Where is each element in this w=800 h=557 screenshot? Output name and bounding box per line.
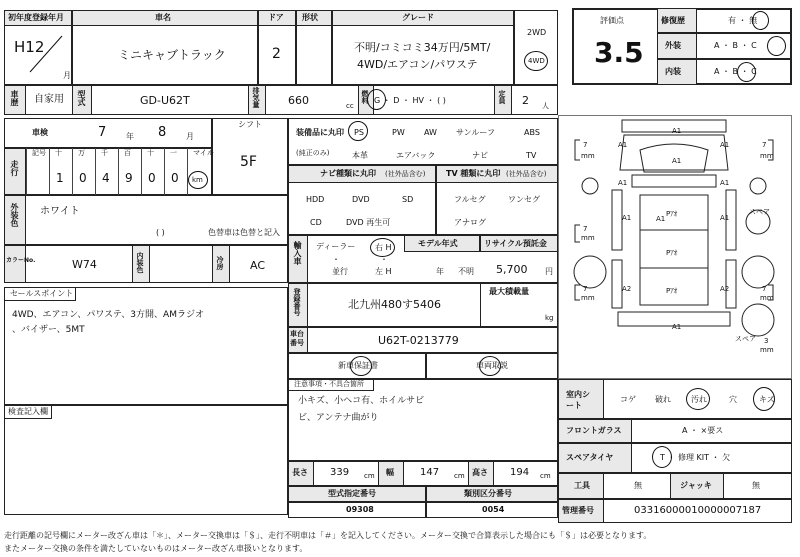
- length-value: 339: [330, 467, 350, 478]
- displacement-unit: cc: [346, 102, 354, 110]
- first-reg-value: H12: [14, 38, 45, 56]
- equipment-label: 装備品に丸印: [296, 128, 344, 137]
- mileage-digit-0: 1: [56, 171, 64, 185]
- new-warranty: 新車保証書: [338, 361, 378, 370]
- mileage-header-1: 十: [55, 149, 62, 157]
- right-rear-side: [726, 260, 736, 308]
- usage-label: 車歴: [10, 90, 19, 106]
- navi-dvd-play: DVD 再生可: [346, 218, 391, 227]
- selling-line1: 4WD、エアコン、パワステ、3方開、AMラジオ: [12, 310, 204, 320]
- model-year-label: モデル年式: [418, 239, 458, 248]
- recycle-label: リサイクル預託金: [484, 239, 547, 248]
- windshield-options: A ・ ×要ス: [682, 426, 724, 435]
- footer-line2: またメーター交換の条件を満たしていないものはメーター改ざん車扱いとなります。: [4, 544, 308, 553]
- door-value: 2: [272, 46, 281, 62]
- equip-aw: AW: [424, 128, 437, 137]
- model-year-unknown: 不明: [458, 267, 474, 276]
- bracket-shape-tl: [575, 140, 580, 160]
- navi-dvd: DVD: [352, 195, 370, 204]
- model-value: GD-U62T: [140, 94, 190, 107]
- tools-label: 工具: [574, 481, 590, 490]
- length-label: 長さ: [292, 468, 308, 477]
- recycle-unit: 円: [545, 267, 553, 276]
- damage-mark-14: Pｱｵ: [666, 287, 678, 295]
- reg-label: 登録番号: [293, 288, 301, 316]
- recycle-value: 5,700: [496, 263, 528, 276]
- windshield-label: フロントガラス: [566, 426, 622, 435]
- bracket-mid-left-mm: mm: [581, 234, 595, 242]
- damage-mark-5: A1: [720, 179, 730, 187]
- mileage-header-5: 十: [147, 149, 154, 157]
- bracket-shape-ml: [575, 225, 580, 242]
- damage-mark-8: A2: [622, 285, 632, 293]
- score-value: 3.5: [594, 36, 644, 69]
- navi-sub: (社外品含む): [385, 170, 426, 178]
- interior-options: A ・ B ・ C: [714, 67, 757, 76]
- exterior-label: 外装: [665, 41, 681, 50]
- bracket-bot-right-mm: mm: [760, 294, 774, 302]
- cab-roof-shape: [632, 175, 716, 187]
- drive-4wd: 4WD: [528, 57, 545, 65]
- first-reg-month-unit: 月: [63, 71, 71, 80]
- seat-tear: 破れ: [655, 395, 671, 404]
- mileage-digit-5: 0: [171, 171, 179, 185]
- damage-mark-7: A1: [720, 214, 730, 222]
- equip-sunroof: サンルーフ: [456, 128, 495, 137]
- damage-mark-12: Pｱｵ: [666, 210, 678, 218]
- model-label: 型式: [77, 90, 86, 106]
- bracket-bot-left: 7: [583, 285, 588, 293]
- bracket-bot-left-mm: mm: [581, 294, 595, 302]
- mileage-digit-2: 4: [102, 171, 110, 185]
- interior-seat-label: 室内シート: [566, 390, 590, 410]
- equip-leather: 本革: [352, 151, 368, 160]
- bracket-top-left: 7: [583, 141, 588, 149]
- bracket-bot-right: 7: [762, 285, 767, 293]
- damage-mark-3: A1: [672, 157, 682, 165]
- shift-label: シフト: [238, 120, 262, 129]
- equip-pw: PW: [392, 128, 405, 137]
- seat-hole: 穴: [729, 395, 737, 404]
- tv-fullseg: フルセグ: [454, 195, 486, 204]
- color-note: 色替車は色替と記入: [208, 228, 280, 237]
- damage-mark-11: A1: [656, 215, 666, 223]
- color-note-paren: ( ): [156, 228, 165, 237]
- capacity-unit: 人: [542, 102, 549, 110]
- footer-line1: 走行距離の記号欄にメーター改ざん車は「＊」、メーター交換車は「＄」、走行不明車は「＃」を記入してください。メーター交換で合算表示した場合にも「＄」は必要となります。: [4, 531, 652, 540]
- interior-label: 内装: [665, 67, 681, 76]
- interior-color-label: 内装色: [136, 252, 144, 273]
- spare-options: T ・ 修理 KIT ・ 欠: [660, 453, 731, 462]
- height-label: 高さ: [472, 468, 488, 477]
- damage-mark-1: A1: [618, 141, 628, 149]
- tv-analog: アナログ: [454, 218, 486, 227]
- mileage-header-6: 一: [170, 149, 177, 157]
- import-label: 輸入車: [293, 241, 302, 265]
- colorcode-label: カラーNo.: [6, 257, 36, 264]
- door-label: ドア: [268, 13, 284, 22]
- left-side-shape: [612, 190, 622, 250]
- car-name-value: ミニキャブトラック: [118, 48, 226, 62]
- manual: 車両取説: [476, 361, 508, 370]
- mirror-right: [750, 178, 766, 194]
- mileage-digit-1: 0: [79, 171, 87, 185]
- import-right-h: 右 H: [375, 243, 392, 252]
- chassis-label: 車台番号: [290, 330, 304, 347]
- notes-label: 注意事項・不具合箇所: [294, 380, 364, 388]
- damage-mark-2: A1: [720, 141, 730, 149]
- jack-value: 無: [752, 481, 760, 490]
- bracket-spare-bottom-mm: mm: [760, 346, 774, 354]
- mileage-digit-4: 0: [148, 171, 156, 185]
- import-parallel: 並行: [332, 267, 348, 276]
- seat-scratch: キズ: [759, 395, 775, 404]
- type-no-value: 09308: [346, 505, 374, 514]
- navi-sd: SD: [402, 195, 414, 204]
- exterior-options: A ・ B ・ C: [714, 41, 757, 50]
- reg-value: 北九州480す5406: [348, 298, 441, 311]
- tv-oneseg: ワンセグ: [508, 195, 540, 204]
- navi-label: ナビ種類に丸印: [320, 169, 376, 178]
- max-load-label: 最大積載量: [489, 287, 529, 296]
- km-label: km: [192, 176, 203, 184]
- chassis-value: U62T-0213779: [378, 334, 459, 347]
- spare-label-top: スペア: [749, 208, 770, 216]
- navi-cd: CD: [310, 218, 322, 227]
- front-right-wheel: [742, 256, 774, 288]
- mileage-label: 走行: [10, 160, 19, 176]
- control-label: 管理番号: [562, 506, 594, 515]
- displacement-value: 660: [288, 94, 309, 107]
- usage-value: 自家用: [34, 94, 64, 105]
- mileage-header-3: 千: [101, 149, 108, 157]
- model-year-unit: 年: [436, 267, 444, 276]
- shape-label: 形状: [302, 13, 318, 22]
- tv-sub: (社外品含む): [506, 170, 547, 178]
- equip-airbag: エアバック: [396, 151, 436, 160]
- selling-label: セールスポイント: [10, 289, 74, 298]
- height-unit: cm: [540, 472, 551, 480]
- equip-abs: ABS: [524, 128, 540, 137]
- shift-value: 5F: [240, 154, 257, 170]
- ac-value: AC: [250, 259, 266, 272]
- drive-2wd: 2WD: [527, 28, 547, 37]
- type-no-label: 型式指定番号: [328, 489, 376, 498]
- bracket-top-right: 7: [762, 141, 767, 149]
- score-label: 評価点: [600, 16, 624, 25]
- selling-line2: 、バイザー、5MT: [12, 325, 85, 335]
- class-no-value: 0054: [482, 505, 505, 514]
- bracket-mid-left: 7: [583, 225, 588, 233]
- first-reg-label: 初年度登録年月: [8, 13, 64, 22]
- mileage-header-2: 万: [78, 149, 85, 157]
- damage-mark-9: A2: [720, 285, 730, 293]
- jack-label: ジャッキ: [680, 481, 712, 490]
- equip-tv: TV: [526, 151, 537, 160]
- max-load-unit: kg: [545, 314, 554, 322]
- control-value: 03316000010000007187: [634, 505, 762, 516]
- damage-mark-4: A1: [618, 179, 628, 187]
- left-rear-side: [612, 260, 622, 308]
- tools-value: 無: [634, 481, 642, 490]
- fuel-options: G ・ D ・ HV ・ ( ): [374, 96, 446, 105]
- bracket-spare-bottom: 3: [764, 337, 769, 345]
- seat-dirt: 汚れ: [691, 395, 707, 404]
- spare-label: スペアタイヤ: [566, 453, 614, 462]
- notes-line1: 小キズ、小ヘコ有、ホイルサビ: [298, 396, 425, 406]
- mileage-digit-3: 9: [125, 171, 133, 185]
- grade-line1: 不明/コミコミ34万円/5MT/: [354, 41, 491, 54]
- navi-hdd: HDD: [306, 195, 325, 204]
- inspection-month: 8: [158, 125, 167, 140]
- displacement-label: 排気量: [252, 87, 260, 108]
- mileage-header-0: 記号: [32, 149, 46, 157]
- import-dot2: ・: [380, 255, 388, 264]
- inspection-label: 車検: [32, 128, 48, 137]
- bracket-shape-bl: [575, 285, 580, 300]
- inspection-month-unit: 月: [186, 132, 194, 141]
- capacity-label: 定員: [498, 90, 506, 104]
- colorcode-value: W74: [72, 258, 97, 271]
- class-no-label: 類別区分番号: [464, 489, 512, 498]
- color-value: ホワイト: [40, 206, 80, 217]
- car-name-label: 車名: [155, 13, 171, 22]
- capacity-value: 2: [522, 94, 529, 107]
- equip-ps: PS: [354, 128, 364, 137]
- length-unit: cm: [364, 472, 375, 480]
- inspection-year-unit: 年: [126, 132, 134, 141]
- ac-label: 冷房: [216, 256, 224, 270]
- width-label: 幅: [386, 468, 394, 477]
- grade-label: グレード: [402, 13, 434, 22]
- import-left-h: 左 H: [375, 267, 392, 276]
- mileage-header-4: 百: [124, 149, 131, 157]
- color-label: 外装色: [10, 203, 19, 227]
- damage-mark-13: Pｱｵ: [666, 249, 678, 257]
- damage-mark-6: A1: [622, 214, 632, 222]
- seat-burn: コゲ: [620, 395, 636, 404]
- front-left-wheel: [574, 256, 606, 288]
- height-value: 194: [510, 467, 530, 478]
- bracket-top-left-mm: mm: [581, 152, 595, 160]
- damage-mark-10: A1: [672, 323, 682, 331]
- repair-label: 修復歴: [661, 16, 685, 25]
- inspector-label: 検査記入欄: [8, 407, 48, 416]
- inspection-year: 7: [98, 125, 107, 140]
- bracket-top-right-mm: mm: [760, 152, 774, 160]
- import-dealer: ディーラー: [316, 242, 356, 251]
- mirror-left: [582, 178, 598, 194]
- width-unit: cm: [454, 472, 465, 480]
- spare-wheel-bottom: [742, 304, 774, 336]
- fuel-label: 燃料: [361, 90, 369, 104]
- equip-navi: ナビ: [472, 151, 488, 160]
- equipment-sublabel: (純正のみ): [296, 149, 330, 157]
- mileage-header-7: マイル: [193, 149, 214, 157]
- damage-mark-0: A1: [672, 127, 682, 135]
- import-dot: ・: [332, 255, 340, 264]
- tv-label: TV 種類に丸印: [446, 169, 501, 178]
- spare-label-bottom: スペア: [735, 335, 756, 343]
- grade-line2: 4WD/エアコン/パワステ: [357, 58, 478, 71]
- repair-options: 有 ・ 無: [728, 16, 758, 25]
- notes-line2: ビ、アンテナ曲がり: [298, 413, 379, 423]
- width-value: 147: [420, 467, 440, 478]
